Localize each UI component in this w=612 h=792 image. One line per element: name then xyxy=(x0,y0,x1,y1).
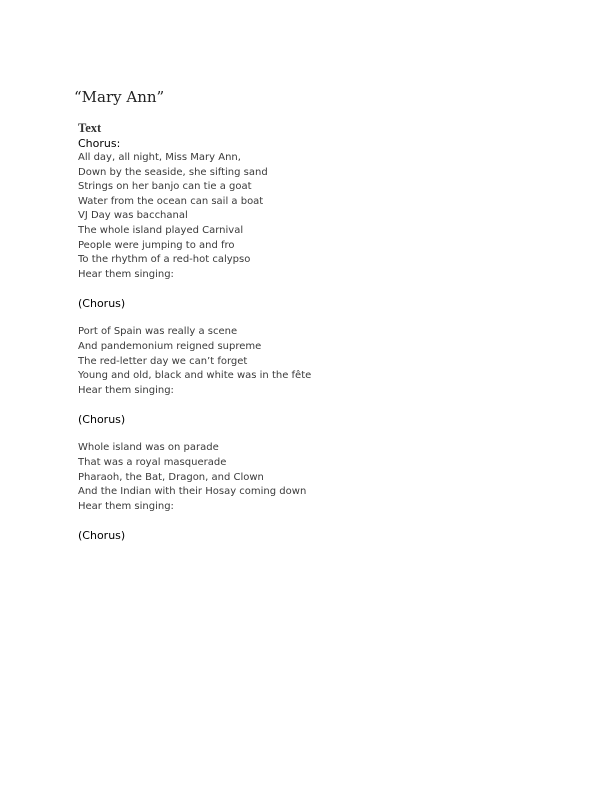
lyric-line: That was a royal masquerade xyxy=(78,456,227,468)
lyric-line: Hear them singing: xyxy=(78,384,174,396)
stanza-3 xyxy=(78,441,578,514)
chorus-reference: (Chorus) xyxy=(78,413,126,427)
lyric-line: VJ Day was bacchanal xyxy=(78,210,188,222)
song-title: “Mary Ann” xyxy=(74,88,165,106)
chorus-reference: (Chorus) xyxy=(78,297,126,311)
stanza-1 xyxy=(78,151,578,282)
lyric-line: Hear them singing: xyxy=(78,268,174,280)
song-text xyxy=(78,121,578,557)
chorus-heading: Chorus: xyxy=(78,137,121,150)
section-label: Text xyxy=(78,121,102,135)
lyric-line: And the Indian with their Hosay coming down xyxy=(78,486,307,498)
lyric-line: The whole island played Carnival xyxy=(78,224,244,236)
lyric-line: The red-letter day we can’t forget xyxy=(78,355,248,367)
lyric-line: To the rhythm of a red-hot calypso xyxy=(78,254,251,266)
lyric-line: Young and old, black and white was in the fête xyxy=(78,370,312,382)
lyric-line: Water from the ocean can sail a boat xyxy=(78,195,264,207)
chorus-reference: (Chorus) xyxy=(78,529,126,543)
lyric-line: People were jumping to and fro xyxy=(78,239,235,251)
lyric-line: Port of Spain was really a scene xyxy=(78,326,238,338)
lyric-line: All day, all night, Miss Mary Ann, xyxy=(78,152,241,163)
lyric-line: And pandemonium reigned supreme xyxy=(78,340,262,352)
lyric-line: Strings on her banjo can tie a goat xyxy=(78,181,252,193)
lyric-line: Whole island was on parade xyxy=(78,442,219,454)
lyric-line: Down by the seaside, she sifting sand xyxy=(78,166,268,178)
lyric-line: Pharaoh, the Bat, Dragon, and Clown xyxy=(78,471,264,483)
lyric-line: Hear them singing: xyxy=(78,500,174,512)
stanza-2 xyxy=(78,325,578,398)
